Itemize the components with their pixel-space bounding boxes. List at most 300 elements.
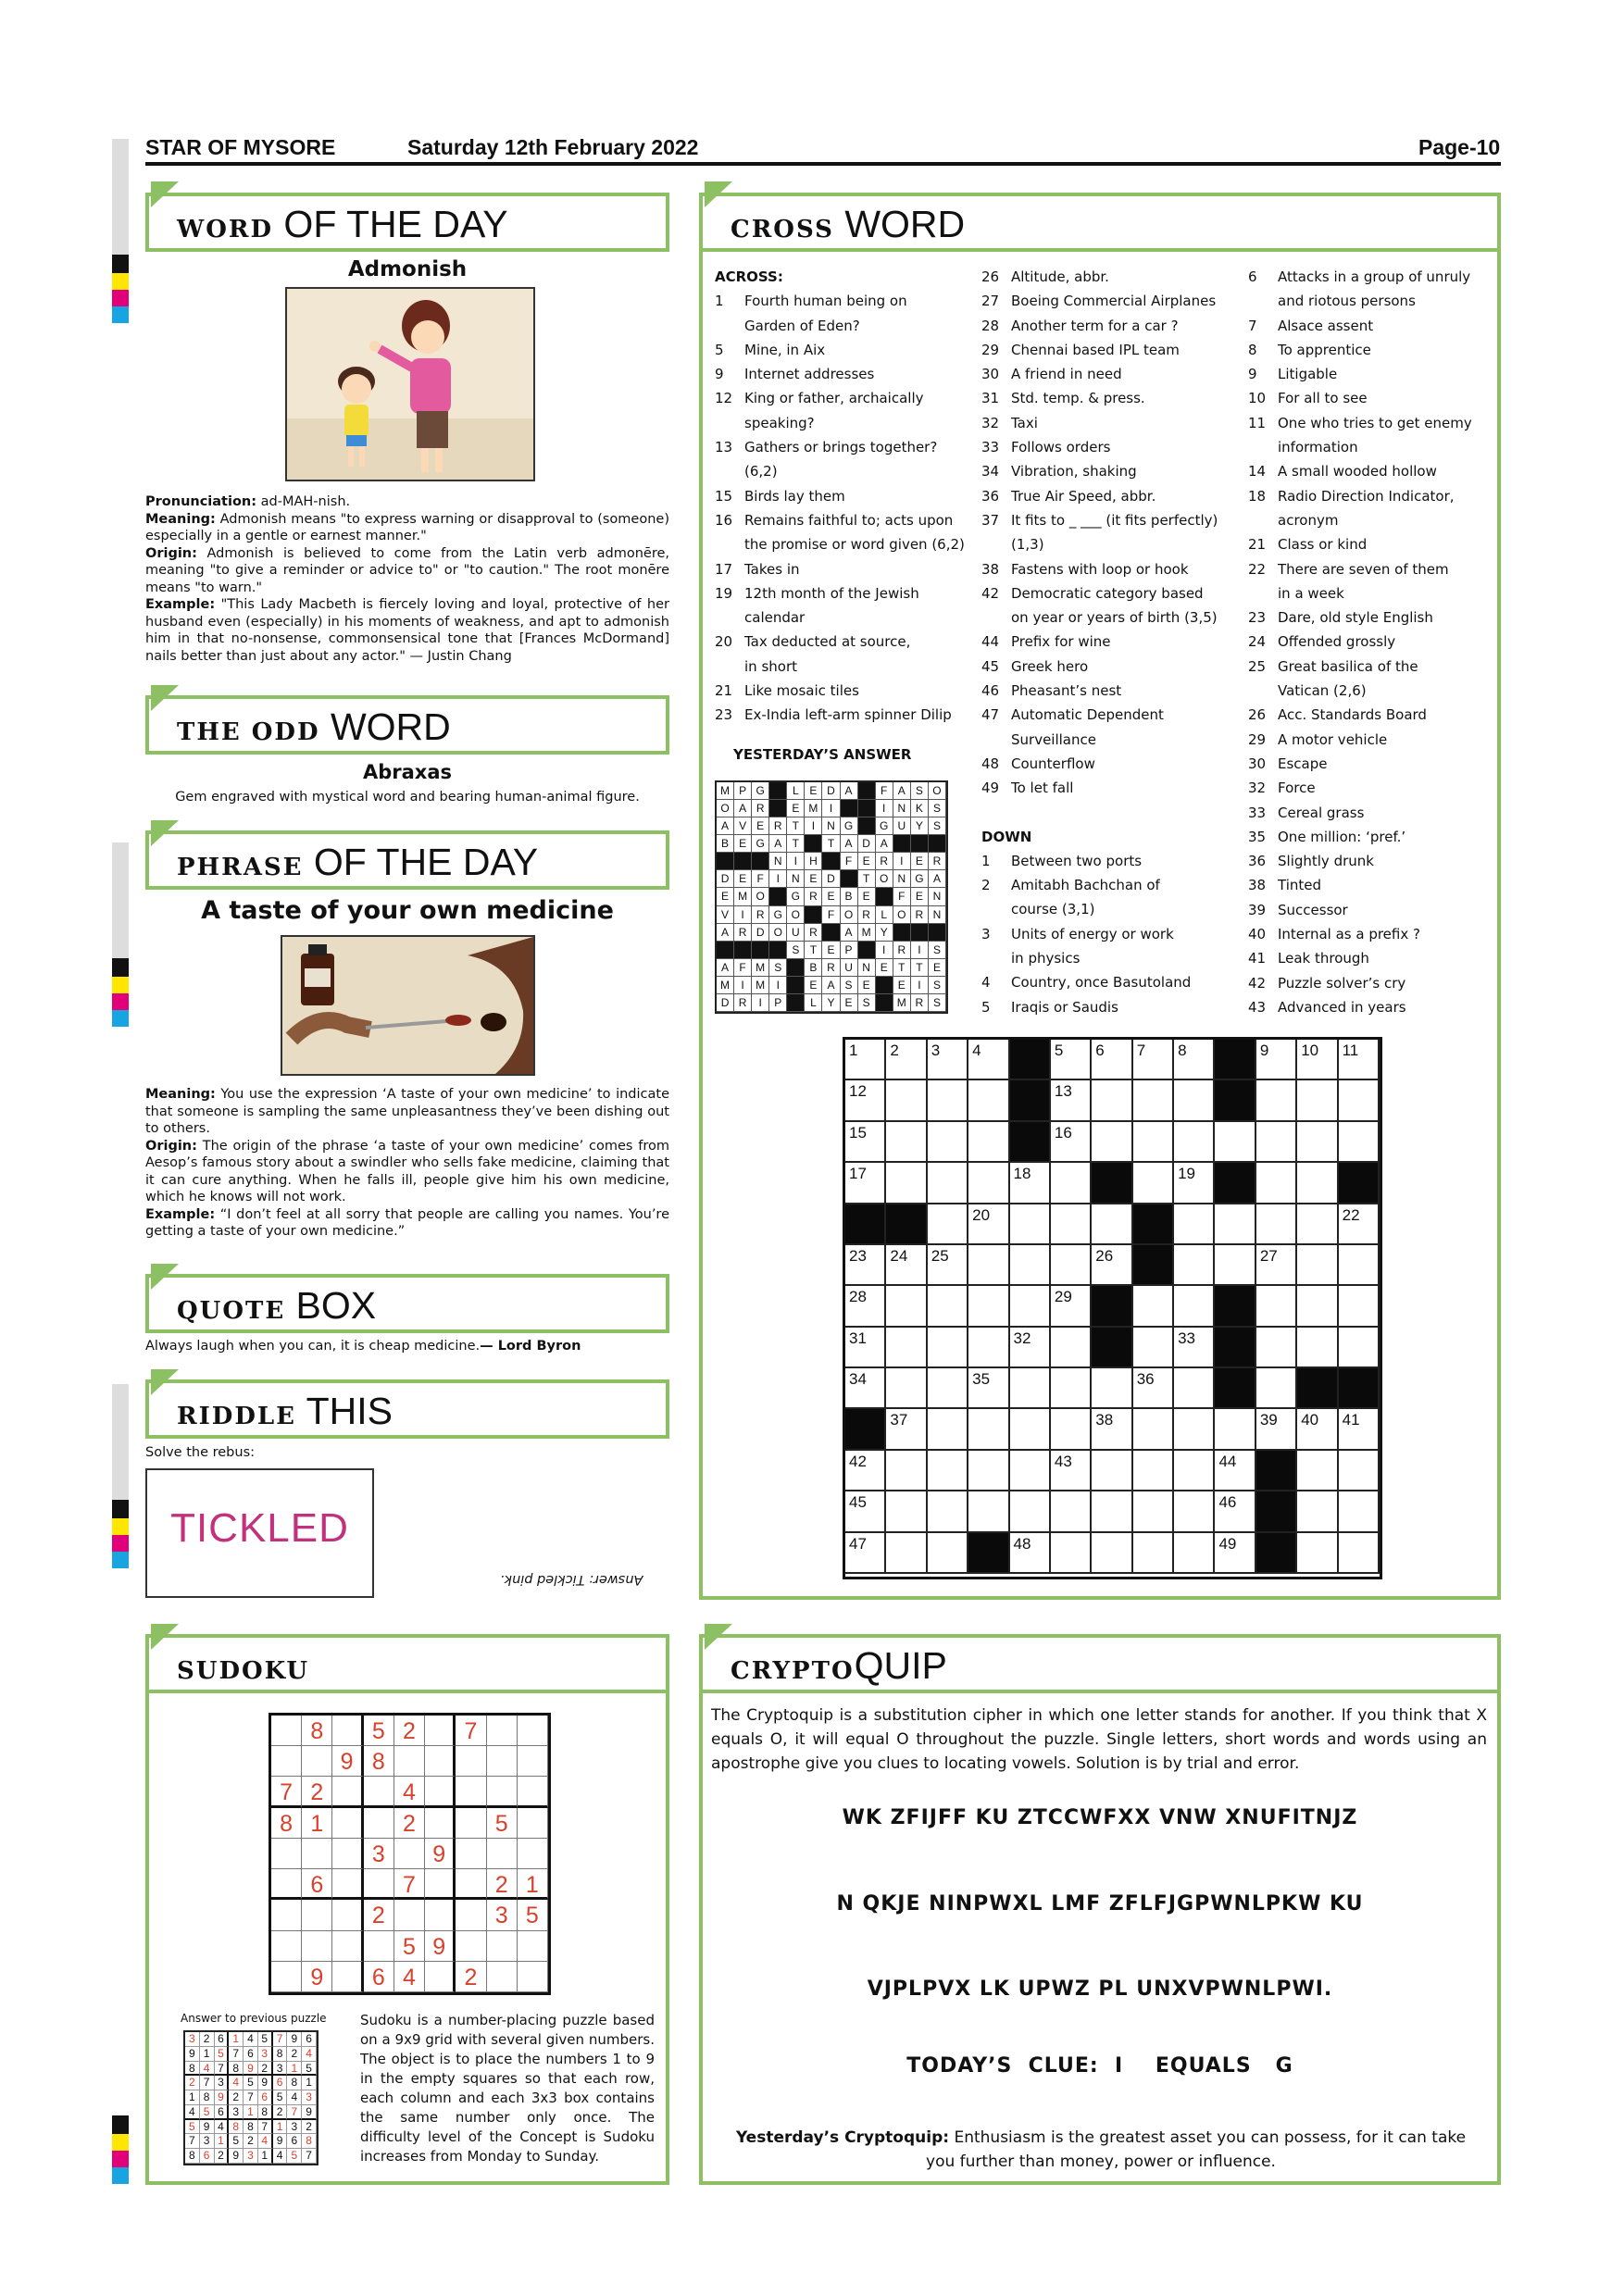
- crossword-cell[interactable]: 18: [1010, 1163, 1051, 1204]
- crossword-cell[interactable]: 49: [1215, 1533, 1255, 1574]
- clue-line: [981, 557, 1241, 581]
- sudoku-cell[interactable]: [271, 1746, 302, 1777]
- clue-line: [1248, 557, 1498, 581]
- answer-letter: P: [734, 782, 752, 800]
- crossword-cell[interactable]: [1339, 1533, 1380, 1574]
- clue-line: [981, 362, 1241, 386]
- crossword-cell[interactable]: 37: [886, 1409, 927, 1450]
- crossword-cell[interactable]: [928, 1491, 968, 1532]
- answer-letter: R: [734, 994, 752, 1012]
- answer-letter: G: [752, 835, 769, 853]
- answer-letter: N: [893, 870, 911, 888]
- answer-letter: M: [734, 888, 752, 905]
- answer-digit: 8: [229, 2120, 244, 2135]
- crossword-cell[interactable]: 3: [928, 1040, 968, 1080]
- crossword-cell[interactable]: [1092, 1533, 1132, 1574]
- magenta-swatch: [112, 290, 129, 306]
- sudoku-cell[interactable]: [364, 1808, 394, 1839]
- crossword-cell[interactable]: [928, 1409, 968, 1450]
- black-swatch: [112, 1500, 129, 1518]
- sudoku-cell[interactable]: [425, 1777, 456, 1807]
- crossword-cell[interactable]: 5: [1051, 1040, 1092, 1080]
- crossword-cell[interactable]: [928, 1533, 968, 1574]
- crossword-cell[interactable]: [886, 1491, 927, 1532]
- clue-number: 42: [1248, 974, 1267, 992]
- crossword-cell[interactable]: [886, 1368, 927, 1409]
- crossword-cell[interactable]: [1339, 1491, 1380, 1532]
- crossword-cell[interactable]: 16: [1051, 1122, 1092, 1163]
- crossword-cell[interactable]: [968, 1245, 1009, 1286]
- crossword-cell[interactable]: [1297, 1163, 1338, 1204]
- crossword-cell[interactable]: 17: [845, 1163, 886, 1204]
- crossword-cell[interactable]: [1215, 1122, 1255, 1163]
- crossword-cell[interactable]: [928, 1451, 968, 1491]
- sudoku-cell[interactable]: [425, 1869, 456, 1900]
- crossword-cell[interactable]: [928, 1204, 968, 1245]
- crossword-cell[interactable]: [968, 1409, 1009, 1450]
- sudoku-cell[interactable]: [271, 1900, 302, 1930]
- sudoku-cell[interactable]: [456, 1900, 486, 1930]
- crossword-cell[interactable]: 15: [845, 1122, 886, 1163]
- crossword-cell[interactable]: 36: [1133, 1368, 1174, 1409]
- black-square: [876, 994, 893, 1012]
- answer-digit: 1: [273, 2120, 288, 2135]
- crossword-cell[interactable]: [1174, 1491, 1215, 1532]
- clue-line: [1248, 849, 1498, 873]
- answer-letter: T: [787, 817, 805, 835]
- sudoku-cell[interactable]: [487, 1777, 518, 1807]
- sudoku-cell[interactable]: [332, 1869, 363, 1900]
- crossword-cell[interactable]: 46: [1215, 1491, 1255, 1532]
- crossword-cell[interactable]: [928, 1328, 968, 1368]
- sudoku-cell[interactable]: [271, 1869, 302, 1900]
- crossword-cell[interactable]: [928, 1368, 968, 1409]
- crossword-cell[interactable]: [1256, 1204, 1297, 1245]
- crossword-cell[interactable]: [1092, 1122, 1132, 1163]
- sudoku-cell[interactable]: [456, 1931, 486, 1962]
- clue-number: 44: [981, 633, 1000, 651]
- crossword-cell[interactable]: [1010, 1491, 1051, 1532]
- crossword-cell[interactable]: [1010, 1368, 1051, 1409]
- crossword-cell[interactable]: [1133, 1286, 1174, 1327]
- answer-letter: I: [822, 800, 840, 817]
- crossword-cell[interactable]: [1010, 1204, 1051, 1245]
- crossword-cell[interactable]: [1297, 1122, 1338, 1163]
- crossword-cell[interactable]: [1215, 1204, 1255, 1245]
- crossword-cell[interactable]: [1133, 1533, 1174, 1574]
- black-square: [1256, 1533, 1297, 1574]
- crossword-cell[interactable]: 41: [1339, 1409, 1380, 1450]
- sudoku-cell[interactable]: [271, 1839, 302, 1869]
- black-square: [1215, 1368, 1255, 1409]
- crossword-cell[interactable]: 29: [1051, 1286, 1092, 1327]
- crossword-cell[interactable]: 10: [1297, 1040, 1338, 1080]
- sudoku-cell[interactable]: [456, 1839, 486, 1869]
- crossword-cell[interactable]: 25: [928, 1245, 968, 1286]
- crossword-cell[interactable]: [1256, 1122, 1297, 1163]
- sudoku-cell[interactable]: [394, 1900, 425, 1930]
- crossword-cell[interactable]: [1256, 1328, 1297, 1368]
- sudoku-cell[interactable]: [425, 1900, 456, 1930]
- sudoku-cell[interactable]: [518, 1808, 548, 1839]
- answer-letter: E: [822, 888, 840, 905]
- crossword-cell[interactable]: [1051, 1491, 1092, 1532]
- sudoku-cell[interactable]: [456, 1808, 486, 1839]
- crossword-cell[interactable]: [1339, 1286, 1380, 1327]
- crossword-cell[interactable]: [1256, 1080, 1297, 1121]
- crossword-cell[interactable]: [1339, 1245, 1380, 1286]
- sudoku-cell[interactable]: [271, 1931, 302, 1962]
- crossword-cell[interactable]: [968, 1080, 1009, 1121]
- crossword-cell[interactable]: 7: [1133, 1040, 1174, 1080]
- sudoku-cell: 7: [394, 1869, 425, 1900]
- answer-letter: M: [893, 994, 911, 1012]
- crossword-cell[interactable]: [886, 1328, 927, 1368]
- answer-letter: O: [752, 888, 769, 905]
- crossword-cell[interactable]: [1215, 1245, 1255, 1286]
- crossword-cell[interactable]: [1010, 1286, 1051, 1327]
- sudoku-cell[interactable]: [302, 1931, 332, 1962]
- crossword-cell[interactable]: 27: [1256, 1245, 1297, 1286]
- clue-number: 1: [715, 293, 724, 310]
- clue-line: [1248, 679, 1498, 703]
- crossword-cell[interactable]: 48: [1010, 1533, 1051, 1574]
- crossword-cell[interactable]: [1256, 1368, 1297, 1409]
- crossword-cell[interactable]: [1256, 1163, 1297, 1204]
- crossword-cell[interactable]: [1174, 1409, 1215, 1450]
- answer-digit: 3: [287, 2120, 302, 2135]
- answer-digit: 2: [229, 2090, 244, 2105]
- sudoku-cell[interactable]: [425, 1808, 456, 1839]
- sudoku-cell: 2: [456, 1962, 486, 1992]
- sudoku-cell[interactable]: [456, 1746, 486, 1777]
- sudoku-cell[interactable]: [394, 1746, 425, 1777]
- crossword-cell[interactable]: [1092, 1491, 1132, 1532]
- answer-digit: 5: [287, 2149, 302, 2164]
- issue-date: Saturday 12th February 2022: [407, 135, 699, 159]
- answer-letter: A: [841, 782, 858, 800]
- crossword-cell[interactable]: [1010, 1409, 1051, 1450]
- sudoku-cell[interactable]: [487, 1839, 518, 1869]
- crossword-cell[interactable]: 42: [845, 1451, 886, 1491]
- sudoku-cell[interactable]: [518, 1839, 548, 1869]
- crossword-cell[interactable]: [1051, 1163, 1092, 1204]
- sudoku-cell[interactable]: [425, 1962, 456, 1992]
- answer-letter: T: [858, 870, 876, 888]
- answer-letter: G: [752, 782, 769, 800]
- sudoku-cell[interactable]: [271, 1962, 302, 1992]
- crossword-cell[interactable]: [1051, 1409, 1092, 1450]
- crossword-cell[interactable]: 11: [1339, 1040, 1380, 1080]
- crossword-cell[interactable]: [1133, 1409, 1174, 1450]
- corner-tab: [151, 820, 179, 846]
- crossword-cell[interactable]: [1174, 1204, 1215, 1245]
- clue-line: [1248, 776, 1498, 800]
- sudoku-cell[interactable]: [518, 1962, 548, 1992]
- crossword-cell[interactable]: [886, 1122, 927, 1163]
- clue-text: Counterflow: [1011, 755, 1095, 772]
- crossword-cell[interactable]: [1092, 1368, 1132, 1409]
- crossword-cell[interactable]: [1133, 1080, 1174, 1121]
- sudoku-cell[interactable]: [456, 1869, 486, 1900]
- crossword-cell[interactable]: [1297, 1451, 1338, 1491]
- clue-line: [981, 581, 1241, 605]
- crossword-cell[interactable]: [1339, 1328, 1380, 1368]
- crossword-cell[interactable]: [1297, 1491, 1338, 1532]
- clue-text: information: [1278, 439, 1358, 456]
- answer-letter: S: [841, 977, 858, 994]
- sudoku-cell[interactable]: [456, 1777, 486, 1807]
- sudoku-cell[interactable]: [487, 1962, 518, 1992]
- crossword-cell[interactable]: [928, 1122, 968, 1163]
- crossword-cell[interactable]: 4: [968, 1040, 1009, 1080]
- crossword-cell[interactable]: 20: [968, 1204, 1009, 1245]
- answer-digit: 3: [302, 2090, 317, 2105]
- answer-digit: 6: [244, 2047, 258, 2062]
- clue-text: 12th month of the Jewish: [744, 584, 919, 602]
- black-square: [845, 1204, 886, 1245]
- crossword-cell[interactable]: 6: [1092, 1040, 1132, 1080]
- clue-text: Radio Direction Indicator,: [1278, 487, 1455, 505]
- black-square: [858, 800, 876, 817]
- answer-letter: A: [717, 817, 734, 835]
- crossword-cell[interactable]: 8: [1174, 1040, 1215, 1080]
- clue-text: Altitude, abbr.: [1011, 268, 1109, 285]
- crossword-cell[interactable]: [928, 1286, 968, 1327]
- crossword-cell[interactable]: 31: [845, 1328, 886, 1368]
- black-square: [893, 924, 911, 942]
- clue-text: Vibration, shaking: [1011, 463, 1137, 480]
- sudoku-cell[interactable]: [271, 1716, 302, 1746]
- sudoku-cell: 9: [302, 1962, 332, 1992]
- crossword-cell[interactable]: 33: [1174, 1328, 1215, 1368]
- crossword-cell[interactable]: 12: [845, 1080, 886, 1121]
- crossword-cell[interactable]: [1297, 1328, 1338, 1368]
- crossword-cell[interactable]: 9: [1256, 1040, 1297, 1080]
- crossword-cell[interactable]: [1133, 1163, 1174, 1204]
- crossword-cell[interactable]: 24: [886, 1245, 927, 1286]
- sudoku-cell[interactable]: [487, 1746, 518, 1777]
- crossword-cell[interactable]: 39: [1256, 1409, 1297, 1450]
- clue-text: Another term for a car ?: [1011, 317, 1179, 334]
- answer-digit: 4: [185, 2105, 200, 2120]
- answer-letter: S: [929, 994, 946, 1012]
- crossword-cell[interactable]: 28: [845, 1286, 886, 1327]
- sudoku-cell[interactable]: [332, 1962, 363, 1992]
- crossword-cell[interactable]: [968, 1286, 1009, 1327]
- answer-digit: 9: [258, 2076, 273, 2090]
- clue-text: Fourth human being on: [744, 293, 907, 310]
- crossword-cell[interactable]: 13: [1051, 1080, 1092, 1121]
- clue-line: [981, 995, 1241, 1019]
- crossword-cell[interactable]: [886, 1163, 927, 1204]
- crossword-cell[interactable]: 47: [845, 1533, 886, 1574]
- answer-letter: I: [876, 942, 893, 959]
- sudoku-cell[interactable]: [302, 1900, 332, 1930]
- clue-line: [981, 873, 1241, 897]
- clue-number: 49: [981, 780, 1000, 797]
- crossword-cell[interactable]: [968, 1163, 1009, 1204]
- answer-letter: G: [876, 817, 893, 835]
- crossword-cell[interactable]: [1051, 1204, 1092, 1245]
- crossword-cell[interactable]: [1297, 1245, 1338, 1286]
- crossword-cell[interactable]: [928, 1080, 968, 1121]
- sudoku-cell[interactable]: [518, 1746, 548, 1777]
- crossword-cell[interactable]: 22: [1339, 1204, 1380, 1245]
- sudoku-cell[interactable]: [332, 1931, 363, 1962]
- crossword-cell[interactable]: [1133, 1122, 1174, 1163]
- crossword-cell[interactable]: [1174, 1368, 1215, 1409]
- sudoku-cell[interactable]: [425, 1716, 456, 1746]
- clue-text: Offended grossly: [1278, 633, 1396, 651]
- clue-line: [715, 386, 965, 410]
- sudoku-cell[interactable]: [302, 1839, 332, 1869]
- answer-letter: D: [717, 994, 734, 1012]
- answer-digit: 6: [287, 2134, 302, 2149]
- clue-text: Pheasant’s nest: [1011, 682, 1122, 700]
- crossword-cell[interactable]: [1051, 1328, 1092, 1368]
- crossword-cell[interactable]: [1174, 1451, 1215, 1491]
- word-title: Admonish: [347, 257, 468, 281]
- answer-letter: S: [929, 800, 946, 817]
- sudoku-cell[interactable]: [394, 1839, 425, 1869]
- sudoku-cell[interactable]: [332, 1777, 363, 1807]
- crossword-cell[interactable]: 40: [1297, 1409, 1338, 1450]
- answer-letter: O: [929, 782, 946, 800]
- clue-number: [1248, 679, 1278, 703]
- answer-letter: G: [841, 817, 858, 835]
- clue-text: Successor: [1278, 901, 1348, 918]
- clue-line: [981, 630, 1241, 654]
- crossword-cell[interactable]: [1051, 1245, 1092, 1286]
- clue-text: Mine, in Aix: [744, 341, 826, 358]
- answer-digit: 8: [287, 2076, 302, 2090]
- clue-number: 5: [981, 998, 991, 1016]
- crossword-cell[interactable]: [968, 1122, 1009, 1163]
- crossword-cell[interactable]: [1010, 1245, 1051, 1286]
- crossword-cell[interactable]: 35: [968, 1368, 1009, 1409]
- crossword-cell[interactable]: [1339, 1451, 1380, 1491]
- answer-letter: I: [911, 977, 929, 994]
- crossword-cell[interactable]: 45: [845, 1491, 886, 1532]
- sudoku-cell[interactable]: [364, 1869, 394, 1900]
- sudoku-cell[interactable]: [302, 1746, 332, 1777]
- crossword-cell[interactable]: 19: [1174, 1163, 1215, 1204]
- clue-text: One million: ‘pref.’: [1278, 828, 1406, 845]
- crossword-cell[interactable]: 38: [1092, 1409, 1132, 1450]
- crossword-cell[interactable]: [1256, 1286, 1297, 1327]
- yellow-swatch: [112, 1518, 129, 1535]
- clue-text: Force: [1278, 780, 1316, 797]
- crossword-cell[interactable]: [1051, 1533, 1092, 1574]
- crossword-grid[interactable]: [843, 1037, 1382, 1579]
- crossword-cell[interactable]: 32: [1010, 1328, 1051, 1368]
- crossword-cell[interactable]: 34: [845, 1368, 886, 1409]
- crossword-cell[interactable]: [1297, 1533, 1338, 1574]
- rebus-box: [145, 1468, 374, 1598]
- crossword-cell[interactable]: [968, 1491, 1009, 1532]
- crossword-cell[interactable]: [886, 1286, 927, 1327]
- crossword-cell[interactable]: [1339, 1080, 1380, 1121]
- crossword-cell[interactable]: 44: [1215, 1451, 1255, 1491]
- clue-line: [1248, 532, 1498, 556]
- answer-letter: S: [787, 942, 805, 959]
- crossword-cell[interactable]: [1174, 1245, 1215, 1286]
- crossword-cell[interactable]: [1133, 1491, 1174, 1532]
- sudoku-cell[interactable]: [518, 1716, 548, 1746]
- quote-header: QUOTE BOX: [145, 1274, 669, 1333]
- answer-letter: A: [876, 835, 893, 853]
- answer-letter: D: [717, 870, 734, 888]
- clue-line: [981, 728, 1241, 752]
- crossword-cell[interactable]: [1092, 1080, 1132, 1121]
- sudoku-grid[interactable]: [269, 1713, 551, 1995]
- crossword-cell[interactable]: [1133, 1451, 1174, 1491]
- sudoku-cell[interactable]: [425, 1746, 456, 1777]
- crossword-cell[interactable]: [1215, 1409, 1255, 1450]
- sudoku-cell[interactable]: [332, 1716, 363, 1746]
- crossword-cell[interactable]: [886, 1533, 927, 1574]
- sudoku-cell[interactable]: [487, 1716, 518, 1746]
- crossword-cell[interactable]: [1092, 1451, 1132, 1491]
- answer-digit: 1: [287, 2062, 302, 2077]
- black-square: [1215, 1286, 1255, 1327]
- crossword-cell[interactable]: [928, 1163, 968, 1204]
- crossword-cell[interactable]: 2: [886, 1040, 927, 1080]
- corner-tab: [151, 1369, 179, 1395]
- clue-number: 2: [981, 877, 991, 894]
- clue-text: Std. temp. & press.: [1011, 390, 1145, 407]
- crossword-cell[interactable]: [1133, 1328, 1174, 1368]
- clue-line: [1248, 703, 1498, 727]
- answer-letter: A: [929, 870, 946, 888]
- sudoku-cell[interactable]: [364, 1777, 394, 1807]
- clue-line: [715, 581, 965, 605]
- crossword-cell[interactable]: [1174, 1286, 1215, 1327]
- crossword-cell[interactable]: [1092, 1204, 1132, 1245]
- clue-number: 26: [981, 268, 1000, 285]
- answer-letter: R: [822, 959, 840, 977]
- crossword-cell[interactable]: [1297, 1080, 1338, 1121]
- sudoku-cell[interactable]: [518, 1777, 548, 1807]
- crossword-cell[interactable]: 23: [845, 1245, 886, 1286]
- crossword-cell[interactable]: 26: [1092, 1245, 1132, 1286]
- crossword-cell[interactable]: [1010, 1451, 1051, 1491]
- sudoku-cell[interactable]: [332, 1808, 363, 1839]
- clue-text: Cereal grass: [1278, 804, 1365, 821]
- sudoku-cell[interactable]: [518, 1931, 548, 1962]
- sudoku-cell[interactable]: [332, 1900, 363, 1930]
- crossword-cell[interactable]: [1297, 1286, 1338, 1327]
- crossword-cell[interactable]: 1: [845, 1040, 886, 1080]
- crossword-cell[interactable]: [1297, 1204, 1338, 1245]
- crossword-cell[interactable]: [1339, 1122, 1380, 1163]
- crossword-cell[interactable]: [886, 1451, 927, 1491]
- sudoku-cell: 5: [487, 1808, 518, 1839]
- crossword-cell[interactable]: [886, 1080, 927, 1121]
- crossword-cell[interactable]: [968, 1451, 1009, 1491]
- crossword-cell[interactable]: [1174, 1122, 1215, 1163]
- crossword-cell[interactable]: [1174, 1533, 1215, 1574]
- sudoku-cell[interactable]: [364, 1931, 394, 1962]
- crossword-cell[interactable]: [1174, 1080, 1215, 1121]
- sudoku-cell[interactable]: [487, 1931, 518, 1962]
- answer-letter: E: [787, 800, 805, 817]
- crossword-cell[interactable]: 43: [1051, 1451, 1092, 1491]
- sudoku-cell[interactable]: [332, 1839, 363, 1869]
- crossword-cell[interactable]: [1051, 1368, 1092, 1409]
- crossword-cell[interactable]: [968, 1328, 1009, 1368]
